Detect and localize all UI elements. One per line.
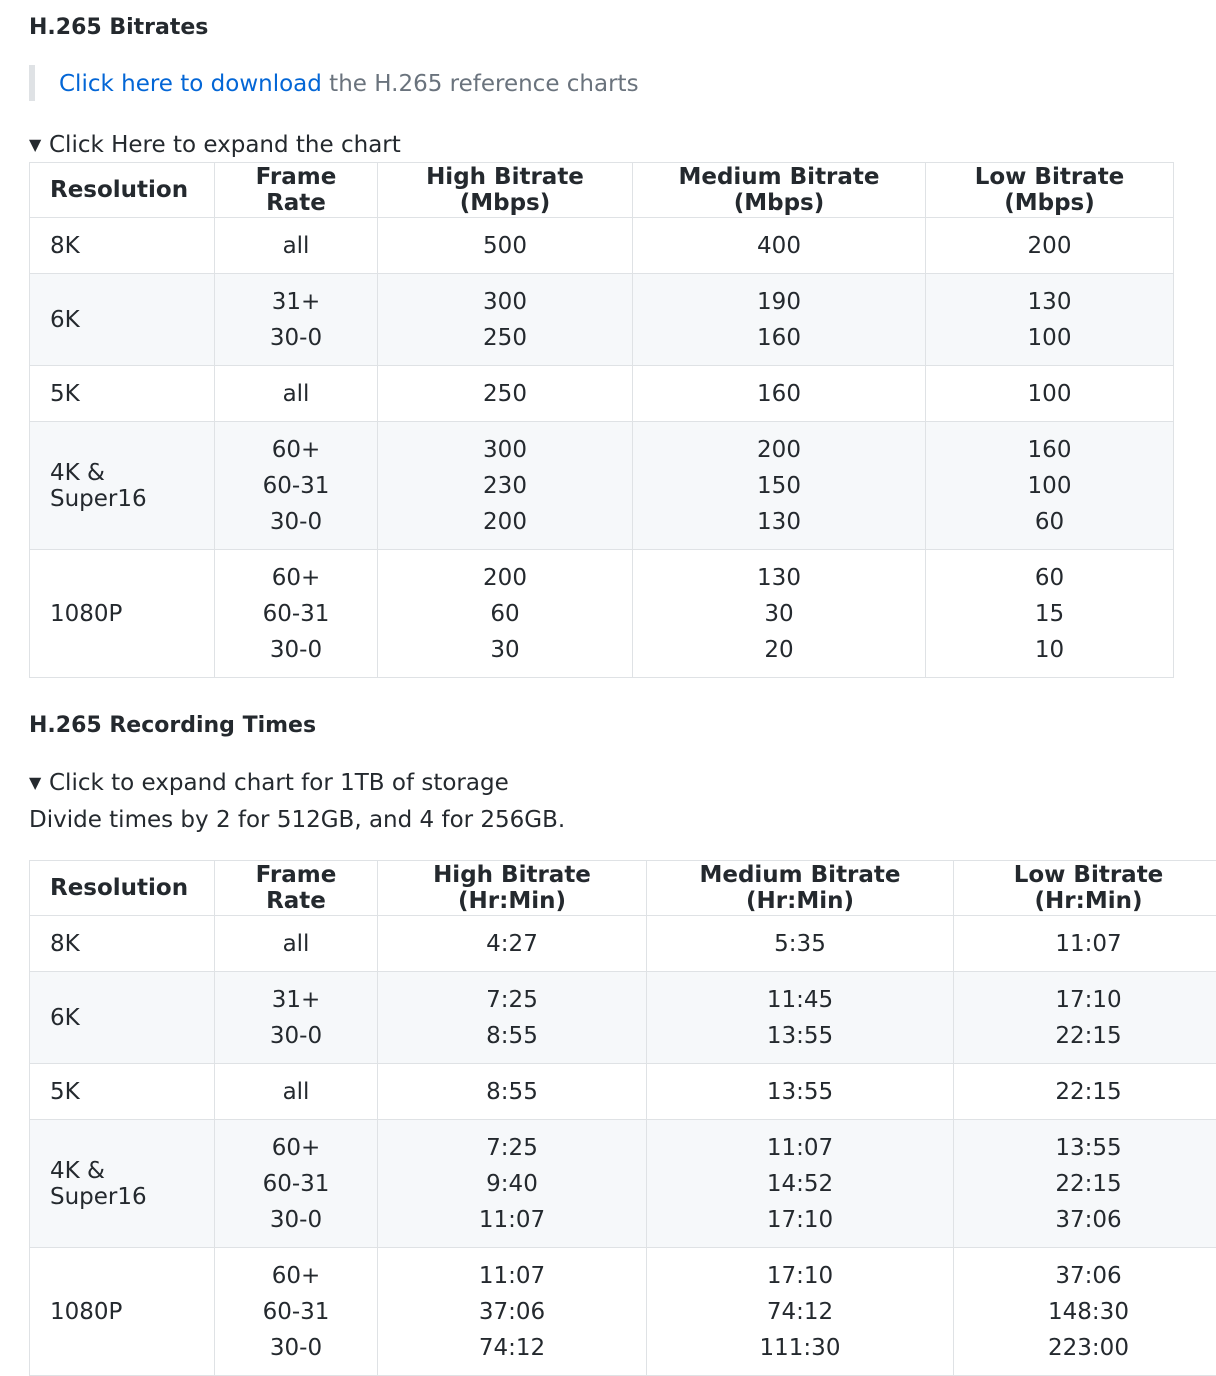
cell-value: 60: [396, 596, 614, 632]
cell-high: [378, 1064, 647, 1120]
cell-value: 223:00: [972, 1330, 1205, 1366]
cell-value: 11:45: [665, 982, 935, 1018]
cell-value: 300: [396, 284, 614, 320]
cell-high: [378, 972, 647, 1064]
cell-fr: [215, 422, 378, 550]
cell-value: 230: [396, 468, 614, 504]
cell-value: 150: [651, 468, 907, 504]
cell-med: [647, 972, 954, 1064]
cell-value: 11:07: [665, 1130, 935, 1166]
cell-med: [647, 916, 954, 972]
cell-value: 60-31: [233, 1166, 359, 1202]
cell-value: 100: [944, 320, 1155, 356]
cell-value: 11:07: [396, 1202, 628, 1238]
table-header-row: [30, 163, 1174, 218]
cell-value: 500: [396, 228, 614, 264]
times-heading: H.265 Recording Times: [29, 712, 316, 740]
cell-low: [954, 1248, 1216, 1376]
col-resolution: Resolution: [30, 861, 215, 916]
cell-value: 60+: [233, 1258, 359, 1294]
cell-value: 60: [944, 560, 1155, 596]
cell-value: 60+: [233, 432, 359, 468]
cell-high: [378, 1248, 647, 1376]
cell-value: 8:55: [396, 1018, 628, 1054]
cell-value: 160: [651, 376, 907, 412]
cell-resolution: 5K: [30, 366, 215, 422]
cell-resolution: 1080P: [30, 1248, 215, 1376]
col-high: High Bitrate (Hr:Min): [378, 861, 647, 916]
cell-low: [954, 1064, 1216, 1120]
cell-value: all: [233, 228, 359, 264]
cell-value: 200: [396, 560, 614, 596]
cell-value: 60+: [233, 560, 359, 596]
download-link[interactable]: Click here to download: [59, 71, 322, 97]
col-resolution: Resolution: [30, 163, 215, 218]
cell-value: 200: [396, 504, 614, 540]
cell-value: 37:06: [972, 1258, 1205, 1294]
table-row: [30, 366, 1174, 422]
cell-high: [378, 218, 633, 274]
cell-high: [378, 274, 633, 366]
cell-value: all: [233, 1074, 359, 1110]
table-row: [30, 1064, 1216, 1120]
cell-fr: [215, 1248, 378, 1376]
download-text: the H.265 reference charts: [322, 71, 639, 97]
cell-value: 30-0: [233, 1330, 359, 1366]
cell-value: 60: [944, 504, 1155, 540]
cell-value: 37:06: [972, 1202, 1205, 1238]
cell-high: [378, 916, 647, 972]
table-row: [30, 916, 1216, 972]
table-row: [30, 1248, 1216, 1376]
cell-value: 5:35: [665, 926, 935, 962]
cell-value: 60-31: [233, 468, 359, 504]
col-medium: Medium Bitrate (Hr:Min): [647, 861, 954, 916]
triangle-down-icon: ▼: [29, 130, 49, 160]
cell-value: 31+: [233, 982, 359, 1018]
cell-value: 30-0: [233, 320, 359, 356]
col-frame-rate: Frame Rate: [215, 163, 378, 218]
table-row: [30, 274, 1174, 366]
cell-value: 148:30: [972, 1294, 1205, 1330]
table-row: [30, 1120, 1216, 1248]
cell-high: [378, 550, 633, 678]
cell-value: 11:07: [972, 926, 1205, 962]
cell-value: 60-31: [233, 596, 359, 632]
table-row: [30, 972, 1216, 1064]
cell-value: 200: [944, 228, 1155, 264]
cell-value: 9:40: [396, 1166, 628, 1202]
cell-low: [926, 366, 1174, 422]
bitrates-disclosure[interactable]: [29, 130, 401, 160]
times-note: Divide times by 2 for 512GB, and 4 for 256GB.: [29, 805, 565, 835]
col-low: Low Bitrate (Hr:Min): [954, 861, 1216, 916]
cell-med: [633, 274, 926, 366]
cell-value: 60+: [233, 1130, 359, 1166]
table-header-row: [30, 861, 1216, 916]
cell-med: [633, 550, 926, 678]
cell-value: 31+: [233, 284, 359, 320]
cell-value: 100: [944, 376, 1155, 412]
table-row: [30, 550, 1174, 678]
cell-value: 30-0: [233, 1202, 359, 1238]
cell-fr: [215, 1064, 378, 1120]
cell-fr: [215, 972, 378, 1064]
cell-resolution: 4K & Super16: [30, 422, 215, 550]
cell-resolution: 4K & Super16: [30, 1120, 215, 1248]
cell-value: 22:15: [972, 1074, 1205, 1110]
cell-value: 74:12: [665, 1294, 935, 1330]
cell-value: 400: [651, 228, 907, 264]
cell-med: [647, 1120, 954, 1248]
col-low: Low Bitrate (Mbps): [926, 163, 1174, 218]
cell-fr: [215, 218, 378, 274]
times-table: [29, 860, 1216, 1376]
cell-value: 160: [651, 320, 907, 356]
cell-value: 17:10: [972, 982, 1205, 1018]
cell-value: 130: [651, 560, 907, 596]
cell-med: [633, 366, 926, 422]
cell-high: [378, 1120, 647, 1248]
cell-med: [633, 218, 926, 274]
cell-high: [378, 366, 633, 422]
cell-resolution: 8K: [30, 916, 215, 972]
cell-med: [647, 1248, 954, 1376]
cell-value: 30: [396, 632, 614, 668]
cell-value: all: [233, 926, 359, 962]
cell-value: 30-0: [233, 504, 359, 540]
cell-med: [647, 1064, 954, 1120]
cell-value: 30-0: [233, 1018, 359, 1054]
cell-value: 74:12: [396, 1330, 628, 1366]
cell-fr: [215, 366, 378, 422]
cell-value: 11:07: [396, 1258, 628, 1294]
cell-value: 130: [651, 504, 907, 540]
cell-value: 13:55: [665, 1074, 935, 1110]
cell-value: 8:55: [396, 1074, 628, 1110]
cell-resolution: 8K: [30, 218, 215, 274]
col-high: High Bitrate (Mbps): [378, 163, 633, 218]
download-blockquote: [29, 65, 639, 101]
cell-value: 7:25: [396, 982, 628, 1018]
cell-low: [926, 550, 1174, 678]
cell-value: 7:25: [396, 1130, 628, 1166]
cell-fr: [215, 550, 378, 678]
cell-value: 100: [944, 468, 1155, 504]
cell-fr: [215, 274, 378, 366]
cell-value: 22:15: [972, 1018, 1205, 1054]
cell-value: 250: [396, 320, 614, 356]
cell-fr: [215, 916, 378, 972]
cell-resolution: 6K: [30, 274, 215, 366]
cell-value: 60-31: [233, 1294, 359, 1330]
triangle-down-icon: ▼: [29, 768, 49, 798]
cell-low: [954, 1120, 1216, 1248]
col-medium: Medium Bitrate (Mbps): [633, 163, 926, 218]
cell-value: 10: [944, 632, 1155, 668]
times-disclosure[interactable]: [29, 768, 509, 798]
bitrates-heading: H.265 Bitrates: [29, 14, 208, 42]
cell-value: all: [233, 376, 359, 412]
cell-resolution: 5K: [30, 1064, 215, 1120]
cell-value: 13:55: [972, 1130, 1205, 1166]
cell-med: [633, 422, 926, 550]
times-summary-label: Click to expand chart for 1TB of storage: [49, 770, 509, 796]
cell-value: 22:15: [972, 1166, 1205, 1202]
cell-high: [378, 422, 633, 550]
bitrates-summary-label: Click Here to expand the chart: [49, 132, 401, 158]
cell-low: [926, 422, 1174, 550]
cell-value: 30: [651, 596, 907, 632]
col-frame-rate: Frame Rate: [215, 861, 378, 916]
cell-low: [954, 916, 1216, 972]
cell-value: 13:55: [665, 1018, 935, 1054]
cell-value: 20: [651, 632, 907, 668]
cell-value: 17:10: [665, 1258, 935, 1294]
cell-fr: [215, 1120, 378, 1248]
cell-low: [926, 218, 1174, 274]
cell-value: 190: [651, 284, 907, 320]
table-row: [30, 218, 1174, 274]
cell-value: 111:30: [665, 1330, 935, 1366]
cell-value: 14:52: [665, 1166, 935, 1202]
cell-low: [926, 274, 1174, 366]
cell-low: [954, 972, 1216, 1064]
table-row: [30, 422, 1174, 550]
cell-resolution: 6K: [30, 972, 215, 1064]
cell-value: 37:06: [396, 1294, 628, 1330]
cell-value: 15: [944, 596, 1155, 632]
bitrates-table: [29, 162, 1174, 678]
cell-value: 130: [944, 284, 1155, 320]
cell-value: 17:10: [665, 1202, 935, 1238]
cell-value: 200: [651, 432, 907, 468]
cell-resolution: 1080P: [30, 550, 215, 678]
cell-value: 250: [396, 376, 614, 412]
cell-value: 160: [944, 432, 1155, 468]
cell-value: 30-0: [233, 632, 359, 668]
cell-value: 4:27: [396, 926, 628, 962]
cell-value: 300: [396, 432, 614, 468]
